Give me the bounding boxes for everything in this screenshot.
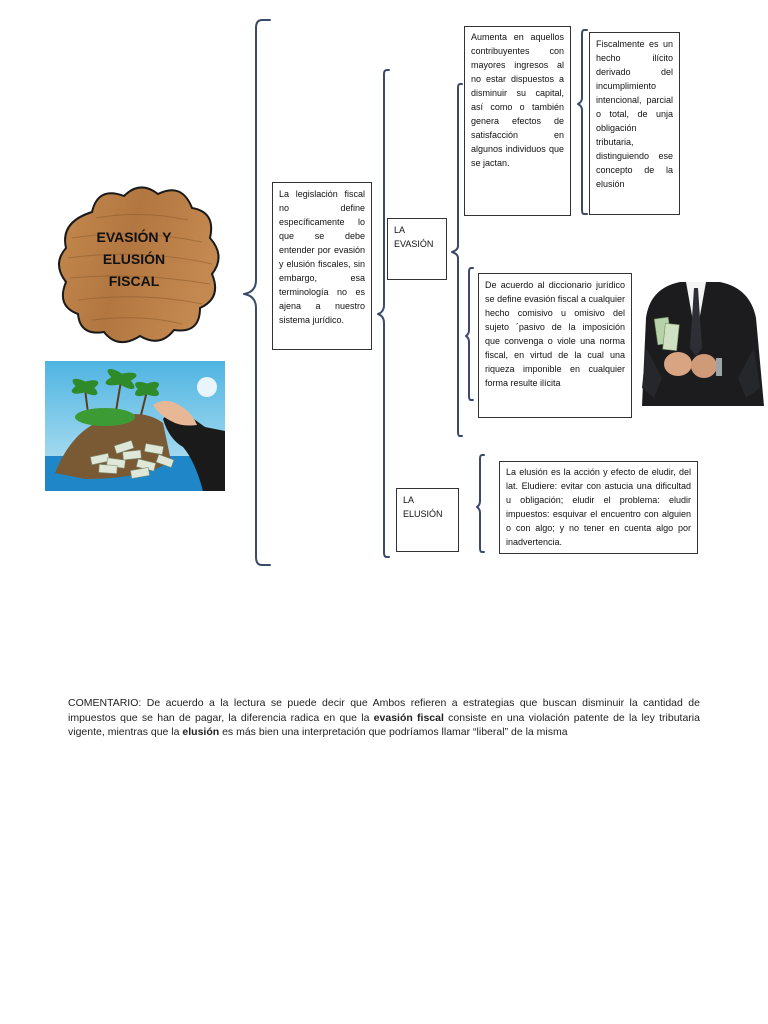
evasion-illicit-text: Fiscalmente es un hecho ilícito derivado del incumplimiento intencional, parcial o total, de unja obligación tributaria, distinguiendo ese concepto de la elusión: [596, 39, 673, 189]
evasion-label-box: [387, 218, 447, 280]
elusion-definition-box: [499, 461, 698, 554]
title-line-1: EVASIÓN Y: [96, 229, 172, 245]
diagram-title: [75, 226, 193, 292]
comment-part-2: consiste en una violación patente de la ley tributaria vigente, mientras que la: [68, 711, 700, 738]
intro-legislation-box: [272, 182, 372, 350]
evasion-illicit-box: [589, 32, 680, 215]
island-money-icon: [45, 361, 225, 491]
comment-bold-evasion: evasión fiscal: [373, 711, 444, 724]
evasion-dictionary-box: [478, 273, 632, 418]
elusion-label-box: [396, 488, 459, 552]
intro-legislation-text: La legislación fiscal no define específicamente lo que se debe entender por evasión y elusión fiscales, sin embargo, esa terminología no es ajena a nuestro sistema jurídico.: [279, 189, 365, 325]
evasion-income-text: Aumenta en aquellos contribuyentes con mayores ingresos al no estar dispuestos a disminuir su capital, así como o también genera efectos de satisfacción en algunos individuos que se jactan.: [471, 32, 564, 168]
businessman-money-icon: [632, 278, 768, 406]
title-line-3: FISCAL: [108, 273, 160, 289]
evasion-label: LA EVASIÓN: [394, 225, 434, 249]
comment-part-1: COMENTARIO: De acuerdo a la lectura se puede decir que Ambos refieren a estrategias que buscan disminuir la cantidad de impuestos que se han de pagar, la diferencia radica en que la: [68, 697, 700, 724]
comment-paragraph: [68, 696, 700, 740]
evasion-income-box: [464, 26, 571, 216]
evasion-dictionary-text: De acuerdo al diccionario jurídico se define evasión fiscal a cualquier hecho comisivo u omisivo del sujeto ´pasivo de la imposición que convenga o viole una norma fiscal, en virtud de la cual una riqueza imponible en cualquier forma resulte ilícita: [485, 280, 625, 388]
title-line-2: ELUSIÓN: [102, 251, 166, 267]
elusion-label: LA ELUSIÓN: [403, 495, 443, 519]
comment-bold-elusion: elusión: [182, 726, 220, 738]
comment-part-3: es más bien una interpretación que podríamos llamar “liberal” de la misma: [219, 726, 568, 738]
elusion-definition-text: La elusión es la acción y efecto de eludir, del lat. Eludiere: evitar con astucia una dificultad u obligación; eludir el problema: eludir impuestos: esquivar el encuentro con alguien o con algo; y no tener en cuenta algo por inadvertencia.: [506, 467, 691, 547]
